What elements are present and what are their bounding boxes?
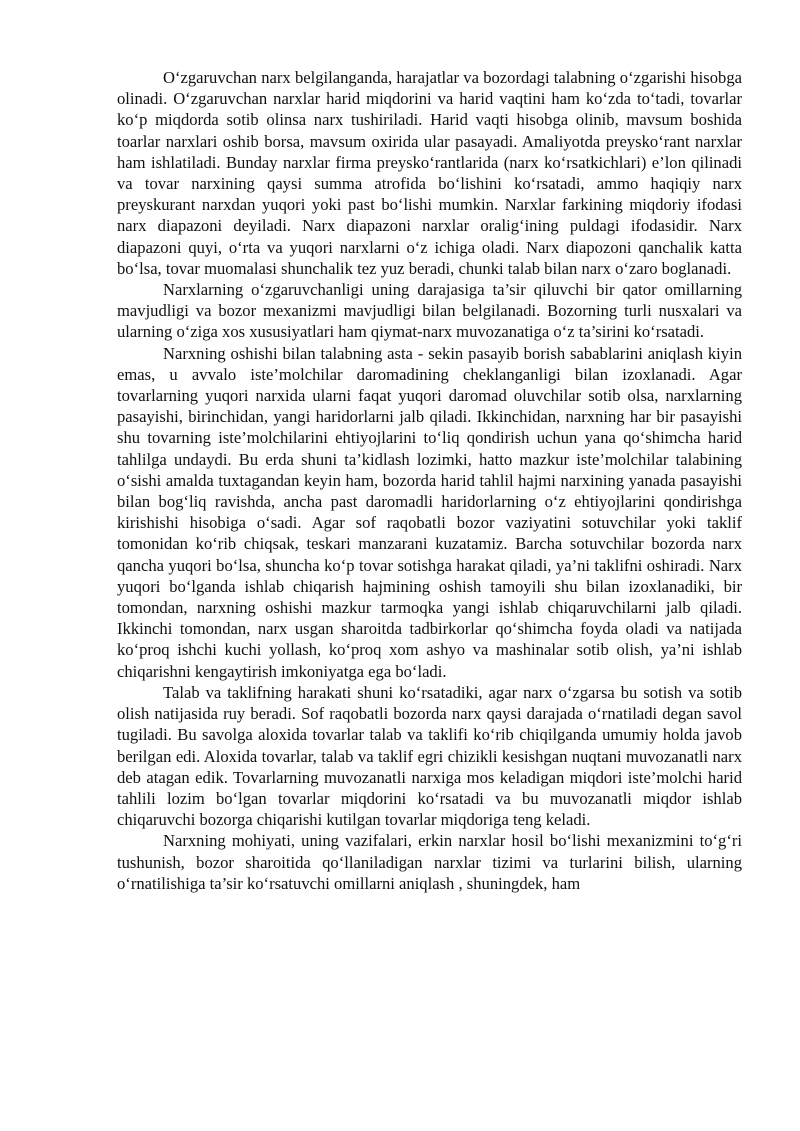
document-page	[117, 67, 742, 894]
paragraph-1: O‘zgaruvchan narx belgilanganda, harajatlar va bozordagi talabning o‘zgarishi hisobga olinadi. O‘zgaruvchan narxlar harid miqdorini va harid vaqtini ham ko‘zda to‘tadi, tovarlar ko‘p miqdorda sotib olinsa narx tushiriladi. Harid vaqti hisobga olinib, mavsum boshida toarlar narxlari oshib borsa, mavsum oxirida ular pasayadi. Amaliyotda preysko‘rant narxlar ham ishlatiladi. Bunday narxlar firma preysko‘rantlarida (narx ko‘rsatkichlari) e’lon qilinadi va tovar narxining qaysi summa atrofida bo‘lishini ko‘rsatadi, ammo haqiqiy narx preyskurant narxdan yuqori yoki past bo‘lishi mumkin. Narxlar farkining miqdoriy ifodasi narx diapazoni deyiladi. Narx diapazoni narxlar oralig‘ining puldagi ifodasidir. Narx diapazoni quyi, o‘rta va yuqori narxlarni o‘z ichiga oladi. Narx diapozoni qanchalik katta bo‘lsa, tovar muomalasi shunchalik tez yuz beradi, chunki talab bilan narx o‘zaro boglanadi.	[117, 68, 742, 278]
paragraph-2: Narxlarning o‘zgaruvchanligi uning darajasiga ta’sir qiluvchi bir qator omillarning mavjudligi va bozor mexanizmi mavjudligi bilan belgilanadi. Bozorning turli nusxalari va ularning o‘ziga xos xususiyatlari ham qiymat-narx muvozanatiga o‘z ta’sirini ko‘rsatadi.	[117, 280, 742, 342]
paragraph-4: Talab va taklifning harakati shuni ko‘rsatadiki, agar narx o‘zgarsa bu sotish va sotib olish natijasida ruy beradi. Sof raqobatli bozorda narx qaysi darajada o‘rnatiladi degan savol tugiladi. Bu savolga aloxida tovarlar talab va taklifi ko‘rib chiqilganda umumiy holda javob berilgan edi. Aloxida tovarlar, talab va taklif egri chizikli kesishgan nuqtani muvozanatli narx deb atagan edik. Tovarlarning muvozanatli narxiga mos keladigan miqdori iste’molchi harid tahlili lozim bo‘lgan tovarlar miqdorini ko‘rsatadi va bu muvozanatli miqdor ishlab chiqaruvchi bozorga chiqarishi kutilgan tovarlar miqdoriga teng keladi.	[117, 682, 742, 830]
paragraph-5: Narxning mohiyati, uning vazifalari, erkin narxlar hosil bo‘lishi mexanizmini to‘g‘ri tushunish, bozor sharoitida qo‘llaniladigan narxlar tizimi va turlarini bilish, ularning o‘rnatilishiga ta’sir ko‘rsatuvchi omillarni aniqlash , shuningdek, ham	[117, 831, 742, 893]
paragraph-3: Narxning oshishi bilan talabning asta - sekin pasayib borish sabablarini aniqlash kiyin emas, u avvalo iste’molchilar daromadining cheklanganligi bilan izoxlanadi. Agar tovarlarning yuqori narxida ularni faqat yuqori daromad oluvchilar sotib olsa, narxlarning pasayishi, birinchidan, yangi haridorlarni jalb qiladi. Ikkinchidan, narxning har bir pasayishi shu tovarning iste’molchilarini ehtiyojlarini to‘liq qondirish uchun yana qo‘shimcha harid tahlilga undaydi. Bu erda shuni ta’kidlash lozimki, hatto mazkur iste’molchilar talabining o‘sishi amalda tuxtagandan keyin ham, bozorda harid tahlil hajmi narxining yanada pasayishi bilan bog‘liq ravishda, ancha past daromadli haridorlarning o‘z ehtiyojlarini qondirishga kirishishi hisobiga o‘sadi. Agar sof raqobatli bozor vaziyatini sotuvchilar yoki taklif tomonidan ko‘rib chiqsak, teskari manzarani kuzatamiz. Barcha sotuvchilar bozorda narx qancha yuqori bo‘lsa, shuncha ko‘p tovar sotishga harakat qiladi, ya’ni taklifni oshiradi. Narx yuqori bo‘lganda ishlab chiqarish hajmining oshish tamoyili shu bilan izoxlanadiki, bir tomondan, narxning oshishi mazkur tarmoqka yangi ishlab chiqaruvchilarni jalb qiladi. Ikkinchi tomondan, narx usgan sharoitda tadbirkorlar qo‘shimcha foyda oladi va natijada ko‘proq ishchi kuchi yollash, ko‘proq xom ashyo va mashinalar sotib olish, ya’ni ishlab chiqarishni kengaytirish imkoniyatga ega bo‘ladi.	[117, 343, 742, 681]
